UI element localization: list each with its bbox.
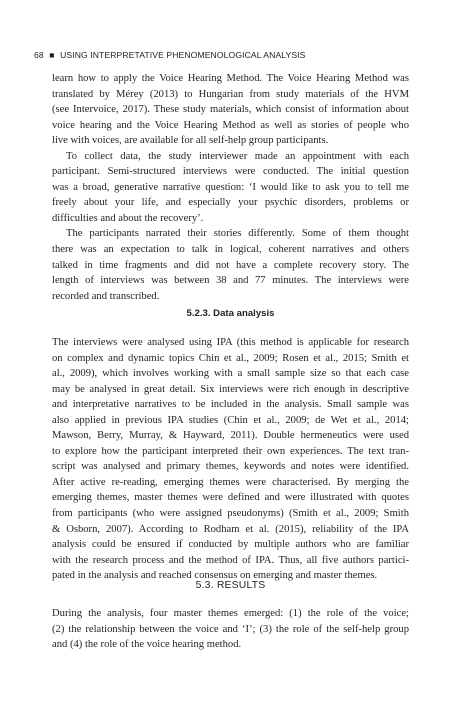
text-line: on complex and dynamic topics Chin et al., 2009; Rosen et al., 2015; Smith et (52, 352, 409, 364)
text-line: During the analysis, four master themes emerged: (1) the role of the voice; (52, 608, 409, 619)
text-line: talked in time fragments and did not have a complete recovery story. The (52, 259, 409, 271)
section-heading: 5.3. RESULTS (195, 580, 266, 591)
running-title: USING INTERPRETATIVE PHENOMENOLOGICAL ANALYSIS (60, 50, 306, 60)
text-line: (2) the relationship between the voice and ‘I’; (3) the role of the self-help group (52, 623, 409, 635)
text-line: to explore how the participant interpreted their own experiences. The text tran- (52, 445, 409, 457)
analysis-paragraph (52, 335, 409, 584)
text-line: analysis could be ensured if conducted by multiple authors who are familiar (52, 539, 409, 551)
text-line: and (4) the role of the voice hearing method. (52, 639, 242, 651)
text-line: also applied in previous IPA studies (Chin et al., 2009; de Wet et al., 2014; (52, 414, 409, 426)
text-line: participant. Semi-structured interviews were conducted. The initial question (52, 166, 409, 178)
text-line: length of interviews was between 38 and 77 minutes. The interviews were (52, 275, 409, 287)
text-line: freely about your life, and especially your psychic disorders, problems or (52, 197, 409, 209)
text-line: with the research process and the method of IPA. Thus, all five authors partici- (52, 554, 409, 566)
text-line: emerging themes, master themes were defined and were illustrated with quotes (52, 492, 409, 504)
text-line: The participants narrated their stories differently. Some of them thought (66, 228, 409, 240)
text-line: To collect data, the study interviewer made an appointment with each (66, 150, 409, 162)
bullet-separator: ■ (49, 50, 55, 60)
text-line: The interviews were analysed using IPA (this method is applicable for research (52, 337, 409, 348)
text-line: learn how to apply the Voice Hearing Method. The Voice Hearing Method was (52, 73, 409, 84)
results-paragraph (52, 606, 409, 653)
text-line: may be analysed in great detail. Six interviews were rich enough in descriptive (52, 383, 409, 395)
subsection-heading: 5.2.3. Data analysis (186, 308, 275, 319)
text-line: script was analysed and primary themes, keywords and notes were identified. (52, 461, 409, 473)
text-line: and interpretative narratives to be included in the analysis. Small sample was (52, 399, 409, 411)
text-line: translated by Mérey (2013) to Hungarian from study materials of the HVM (52, 88, 409, 100)
text-line: was a broad, generative narrative question: ‘I would like to ask you to tell me (52, 181, 409, 193)
text-line: live with voices, are available for all self-help group participants. (52, 135, 329, 147)
intro-paragraphs (52, 71, 409, 304)
text-line: After active re-reading, emerging themes were characterised. By merging the (52, 476, 409, 488)
text-line: recorded and transcribed. (52, 290, 160, 302)
text-line: al., 2009), which involves working with a small sample size so that each case (52, 368, 409, 380)
text-line: from participants (who were assigned pseudonyms) (Smith et al., 2009; Smith (52, 508, 409, 520)
text-line: voice hearing and the Voice Hearing Method as well as stories of people who (52, 119, 409, 131)
running-head (34, 50, 306, 60)
text-line: there was an expectation to talk in logical, coherent narratives and others (52, 244, 409, 256)
text-line: pated in the analysis and reached consensus on emerging and master themes. (52, 570, 378, 582)
text-line: Mawson, Berry, Murray, & Hayward, 2011). Double hermeneutics were used (52, 430, 409, 442)
page-number: 68 (34, 50, 44, 60)
text-line: & Osborn, 2007). According to Rodham et al. (2015), reliability of the IPA (52, 523, 409, 535)
text-line: (see Intervoice, 2017). These study materials, which consist of information about (52, 104, 409, 116)
text-line: difficulties and about the recovery’. (52, 212, 204, 224)
